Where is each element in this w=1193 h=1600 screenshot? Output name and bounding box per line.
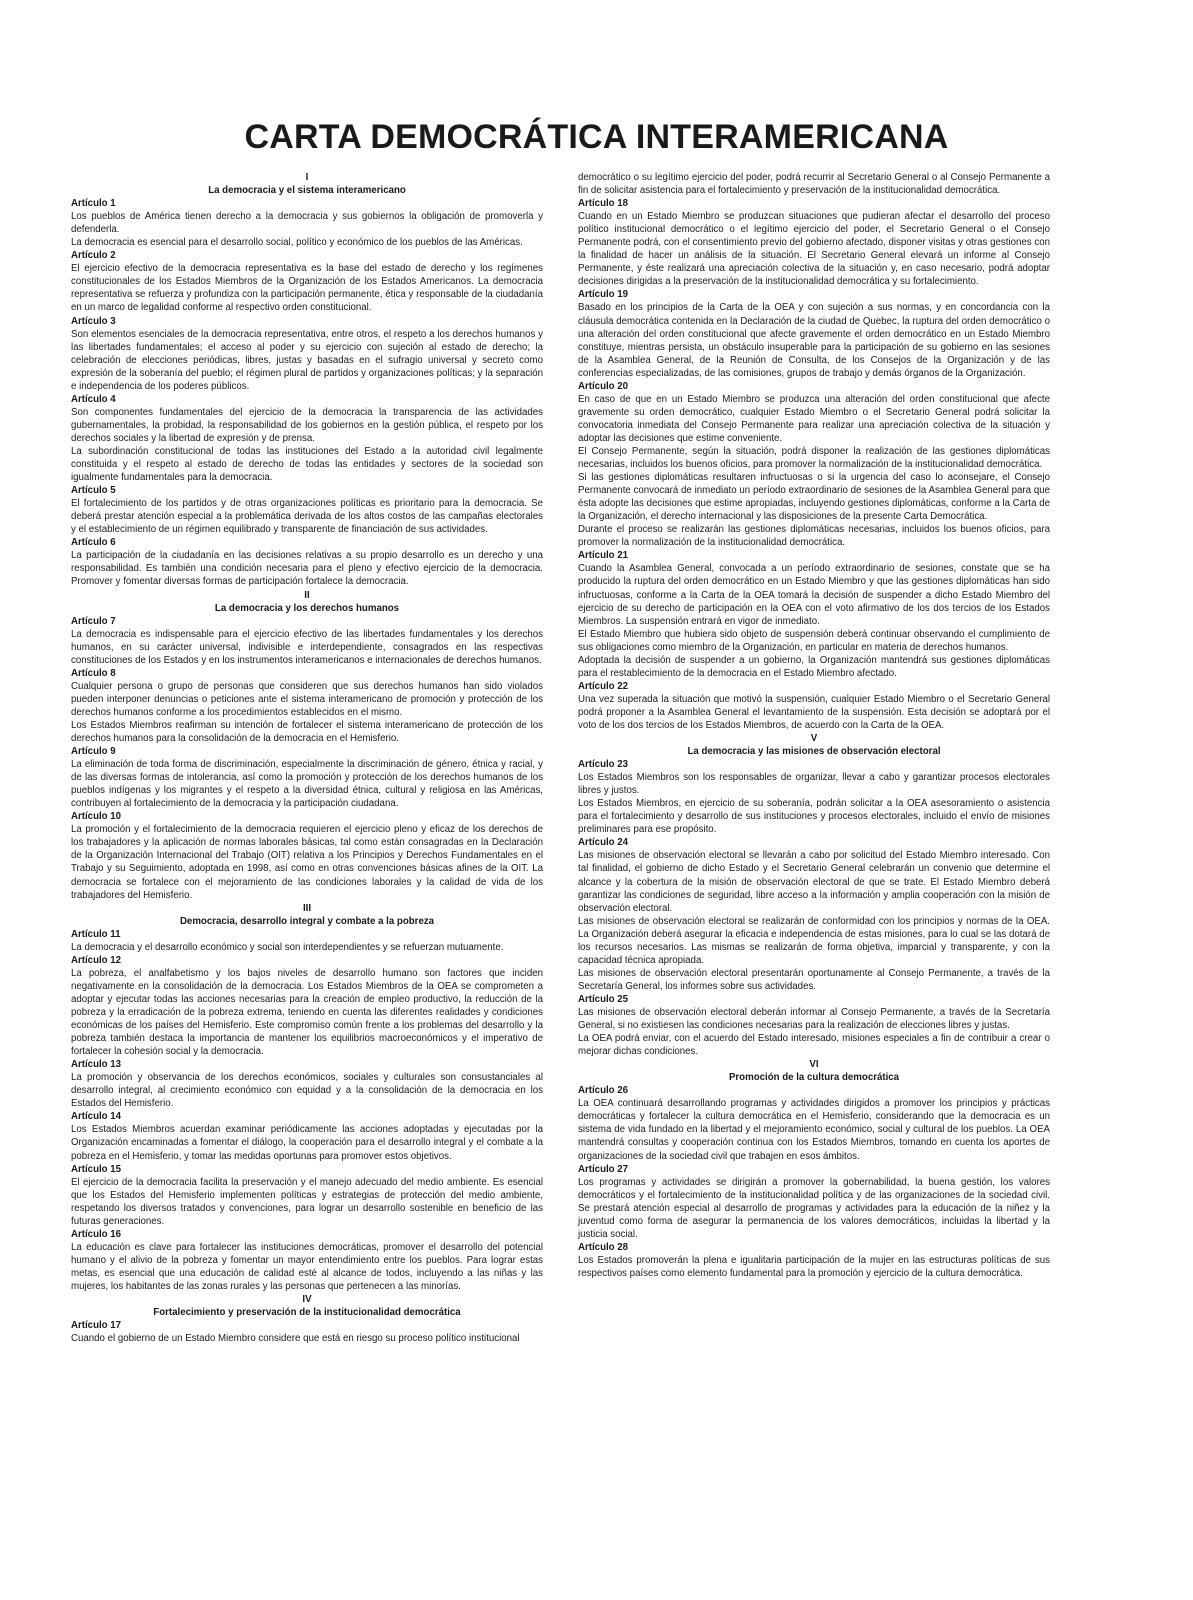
article-heading: Artículo 8 bbox=[71, 667, 116, 679]
paragraph: Los Estados Miembros reafirman su intención de fortalecer el sistema interamericano de protección de los derechos humanos para la consolidación de la democracia en el Hemisferio. bbox=[71, 719, 543, 745]
chapter-number: I bbox=[305, 172, 309, 183]
article-heading: Artículo 28 bbox=[578, 1241, 629, 1253]
paragraph: Las misiones de observación electoral deberán informar al Consejo Permanente, a través de la Secretaría General, si no existiesen las condiciones necesarias para la realización de elecciones libres y justas. bbox=[578, 1007, 1050, 1032]
paragraph: La democracia es indispensable para el ejercicio efectivo de las libertades fundamentales y los derechos humanos, en su carácter universal, indivisible e interdependiente, consagrados en las respectivas constituciones de los Estados y en los instrumentos interamericanos e internacionales de derechos humanos. bbox=[71, 628, 543, 666]
paragraph: La subordinación constitucional de todas las instituciones del Estado a la autoridad civil legalmente constituida y el respeto al estado de derecho de todas las entidades y sectores de la sociedad son igualmente fundamentales para la democracia. bbox=[71, 445, 543, 484]
right-column bbox=[578, 171, 1050, 1280]
paragraph: La eliminación de toda forma de discriminación, especialmente la discriminación de género, étnica y racial, y de las diversas formas de intolerancia, así como la promoción y protección de los derechos humanos de los pueblos indígenas y los migrantes y el respeto a la diversidad étnica, cultural y religiosa en las Américas, contribuyen al fortalecimiento de la democracia y la participación ciudadana. bbox=[71, 759, 543, 810]
article-heading: Artículo 17 bbox=[71, 1320, 122, 1332]
chapter-number: IV bbox=[302, 1294, 312, 1306]
article-heading: Artículo 19 bbox=[578, 289, 629, 301]
paragraph: Cualquier persona o grupo de personas que consideren que sus derechos humanos han sido violados pueden interponer denuncias o peticiones ante el sistema interamericano de promoción y protección de los derechos humanos conforme a los procedimientos establecidos en el mismo. bbox=[71, 680, 543, 718]
paragraph: Durante el proceso se realizarán las gestiones diplomáticas necesarias, incluidos los buenos oficios, para promover la normalización de la institucionalidad democrática. bbox=[578, 524, 1050, 549]
paragraph: La OEA podrá enviar, con el acuerdo del Estado interesado, misiones especiales a fin de contribuir a crear o mejorar dichas condiciones. bbox=[578, 1033, 1050, 1058]
article-heading: Artículo 5 bbox=[71, 485, 116, 497]
paragraph: Cuando la Asamblea General, convocada a un período extraordinario de sesiones, constate que se ha producido la ruptura del orden democrático en un Estado Miembro y que las gestiones diplomáticas han sido infructuosas, conforme a la Carta de la OEA tomará la decisión de suspender a dicho Estado Miembro del ejercicio de su derecho de participación en la OEA con el voto afirmativo de los dos tercios de los Estados Miembros. La suspensión entrará en vigor de inmediato. bbox=[578, 563, 1050, 627]
paragraph: Los programas y actividades se dirigirán a promover la gobernabilidad, la buena gestión, los valores democráticos y el fortalecimiento de la institucionalidad política y de las organizaciones de la sociedad civil. Se prestará atención especial al desarrollo de programas y actividades para la educación de la niñez y la juventud como forma de asegurar la permanencia de los valores democráticos, incluidas la libertad y la justicia social. bbox=[578, 1176, 1050, 1240]
paragraph: El Consejo Permanente, según la situación, podrá disponer la realización de las gestiones diplomáticas necesarias, incluidos los buenos oficios, para promover la normalización de la institucionalidad democrática. bbox=[578, 445, 1050, 471]
paragraph: La promoción y observancia de los derechos económicos, sociales y culturales son consustanciales al desarrollo integral, al crecimiento económico con equidad y a la consolidación de la democracia en los Estados del Hemisferio. bbox=[71, 1072, 543, 1110]
paragraph: Son elementos esenciales de la democracia representativa, entre otros, el respeto a los derechos humanos y las libertades fundamentales; el acceso al poder y su ejercicio con sujeción al estado de derecho; la celebración de elecciones periódicas, libres, justas y basadas en el sufragio universal y secreto como expresión de la soberanía del pueblo; el régimen plural de partidos y organizaciones políticas; y la separación e independencia de los poderes públicos. bbox=[71, 328, 543, 392]
article-heading: Artículo 24 bbox=[578, 837, 629, 849]
paragraph: El fortalecimiento de los partidos y de otras organizaciones políticas es prioritario para la democracia. Se deberá prestar atención especial a la problemática derivada de los altos costos de las campañas electorales y el establecimiento de un régimen equilibrado y transparente de financiación de sus actividades. bbox=[71, 498, 543, 536]
paragraph: Basado en los principios de la Carta de la OEA y con sujeción a sus normas, y en concordancia con la cláusula democrática contenida en la Declaración de la ciudad de Quebec, la ruptura del orden democrático o una alteración del orden constitucional que afecte gravemente el orden democrático en un Estado Miembro constituye, mientras persista, un obstáculo insuperable para la participación de su gobierno en las sesiones de la Asamblea General, de la Reunión de Consulta, de los Consejos de la Organización y de las conferencias especializadas, de las comisiones, grupos de trabajo y demás órganos de la Organización. bbox=[578, 302, 1050, 379]
left-column bbox=[71, 171, 543, 1345]
paragraph: Los pueblos de América tienen derecho a la democracia y sus gobiernos la obligación de promoverla y defenderla. bbox=[71, 211, 543, 236]
paragraph: Los Estados Miembros, en ejercicio de su soberanía, podrán solicitar a la OEA asesoramiento o asistencia para el fortalecimiento y desarrollo de sus instituciones y procesos electorales, incluido el envío de misiones preliminares para ese propósito. bbox=[578, 798, 1050, 836]
chapter-heading: Promoción de la cultura democrática bbox=[728, 1072, 900, 1084]
article-heading: Artículo 14 bbox=[71, 1111, 122, 1123]
article-heading: Artículo 27 bbox=[578, 1163, 629, 1175]
paragraph: Las misiones de observación electoral presentarán oportunamente al Consejo Permanente, a través de la Secretaría General, los informes sobre sus actividades. bbox=[578, 967, 1050, 992]
paragraph: Las misiones de observación electoral se llevarán a cabo por solicitud del Estado Miembro interesado. Con tal finalidad, el gobierno de dicho Estado y el Secretario General celebrarán un convenio que determine el alcance y la cobertura de la misión de observación electoral de que se trate. El Estado Miembro deberá garantizar las condiciones de seguridad, libre acceso a la información y amplia cooperación con la misión de observación electoral. bbox=[578, 850, 1050, 914]
chapter-heading: Fortalecimiento y preservación de la institucionalidad democrática bbox=[153, 1307, 461, 1319]
paragraph: La educación es clave para fortalecer las instituciones democráticas, promover el desarrollo del potencial humano y el alivio de la pobreza y fomentar un mayor entendimiento entre los pueblos. Para lograr estas metas, es esencial que una educación de calidad esté al alcance de todos, incluyendo a las niñas y las mujeres, los habitantes de las zonas rurales y las personas que pertenecen a las minorías. bbox=[71, 1241, 543, 1292]
chapter-heading: La democracia y los derechos humanos bbox=[214, 602, 400, 614]
article-heading: Artículo 15 bbox=[71, 1163, 122, 1175]
paragraph: La democracia es esencial para el desarrollo social, político y económico de los pueblos de las Américas. bbox=[71, 237, 523, 249]
article-heading: Artículo 2 bbox=[71, 250, 116, 262]
paragraph: La pobreza, el analfabetismo y los bajos niveles de desarrollo humano son factores que inciden negativamente en la consolidación de la democracia. Los Estados Miembros de la OEA se comprometen a adoptar y ejecutar todas las acciones necesarias para la creación de empleo productivo, la reducción de la pobreza y la erradicación de la pobreza extrema, teniendo en cuenta las diferentes realidades y condiciones económicas de los países del Hemisferio. Este compromiso común frente a los problemas del desarrollo y la pobreza también destaca la importancia de mantener los equilibrios macroeconómicos y el imperativo de fortalecer la cohesión social y la democracia. bbox=[71, 967, 543, 1058]
chapter-number: V bbox=[810, 733, 818, 745]
paragraph: La promoción y el fortalecimiento de la democracia requieren el ejercicio pleno y eficaz de los derechos de los trabajadores y la aplicación de normas laborales básicas, tal como están consagradas en la Declaración de la Organización Internacional del Trabajo (OIT) relativa a los Principios y Derechos Fundamentales en el Trabajo y su Seguimiento, adoptada en 1998, así como en otras convenciones básicas afines de la OIT. La democracia se fortalece con el mejoramiento de las condiciones laborales y la calidad de vida de los trabajadores del Hemisferio. bbox=[71, 824, 543, 901]
paragraph: Una vez superada la situación que motivó la suspensión, cualquier Estado Miembro o el Secretario General podrá proponer a la Asamblea General el levantamiento de la suspensión. Esta decisión se adoptará por el voto de los dos tercios de los Estados Miembros, de acuerdo con la Carta de la OEA. bbox=[578, 693, 1050, 731]
paragraph: La OEA continuará desarrollando programas y actividades dirigidos a promover los principios y prácticas democráticas y fortalecer la cultura democrática en el Hemisferio, considerando que la democracia es un sistema de vida fundado en la libertad y el mejoramiento económico, social y cultural de los pueblos. La OEA mantendrá consultas y cooperación continua con los Estados Miembros, tomando en cuenta los aportes de organizaciones de la sociedad civil que trabajen en esos ámbitos. bbox=[578, 1098, 1050, 1162]
article-heading: Artículo 16 bbox=[71, 1228, 122, 1240]
article-heading: Artículo 26 bbox=[578, 1085, 629, 1097]
chapter-number: VI bbox=[809, 1059, 819, 1071]
paragraph: La democracia y el desarrollo económico y social son interdependientes y se refuerzan mutuamente. bbox=[71, 941, 504, 953]
paragraph: En caso de que en un Estado Miembro se produzca una alteración del orden constitucional que afecte gravemente su orden democrático, cualquier Estado Miembro o el Secretario General podrá solicitar la convocatoria inmediata del Consejo Permanente para realizar una apreciación colectiva de la situación y adoptar las decisiones que estime conveniente. bbox=[578, 393, 1050, 444]
paragraph: Los Estados Miembros son los responsables de organizar, llevar a cabo y garantizar procesos electorales libres y justos. bbox=[578, 772, 1050, 797]
article-heading: Artículo 9 bbox=[71, 746, 116, 758]
paragraph: Son componentes fundamentales del ejercicio de la democracia la transparencia de las actividades gubernamentales, la probidad, la responsabilidad de los gobiernos en la gestión pública, el respeto por los derechos sociales y la libertad de expresión y de prensa. bbox=[71, 406, 543, 444]
article-heading: Artículo 12 bbox=[71, 954, 122, 966]
paragraph: democrático o su legítimo ejercicio del poder, podrá recurrir al Secretario General o al Consejo Permanente a fin de solicitar asistencia para el fortalecimiento y preservación de la institucionalidad democrática. bbox=[578, 172, 1050, 197]
chapter-heading: La democracia y el sistema interamericano bbox=[208, 185, 406, 197]
article-heading: Artículo 3 bbox=[71, 315, 116, 327]
paragraph: Las misiones de observación electoral se realizarán de conformidad con los principios y normas de la OEA. La Organización deberá asegurar la eficacia e independencia de estas misiones, para lo cual se las dotará de los recursos necesarios. Las mismas se realizarán de forma objetiva, imparcial y transparente, y con la capacidad técnica apropiada. bbox=[578, 915, 1050, 966]
article-heading: Artículo 1 bbox=[71, 198, 116, 210]
article-heading: Artículo 13 bbox=[71, 1059, 122, 1071]
article-heading: Artículo 7 bbox=[71, 615, 116, 627]
article-heading: Artículo 23 bbox=[578, 759, 629, 771]
paragraph: Cuando el gobierno de un Estado Miembro considere que está en riesgo su proceso político institucional bbox=[71, 1333, 520, 1345]
chapter-number: III bbox=[302, 902, 312, 914]
paragraph: Los Estados Miembros acuerdan examinar periódicamente las acciones adoptadas y ejecutadas por la Organización encaminadas a fomentar el diálogo, la cooperación para el desarrollo integral y el combate a la pobreza en el Hemisferio, y tomar las medidas oportunas para promover estos objetivos. bbox=[71, 1124, 543, 1162]
paragraph: Los Estados promoverán la plena e igualitaria participación de la mujer en las estructuras políticas de sus respectivos países como elemento fundamental para la promoción y ejercicio de la cultura democrática. bbox=[578, 1254, 1050, 1279]
paragraph: La participación de la ciudadanía en las decisiones relativas a su propio desarrollo es un derecho y una responsabilidad. Es también una condición necesaria para el pleno y efectivo ejercicio de la democracia. Promover y fomentar diversas formas de participación fortalece la democracia. bbox=[71, 550, 543, 588]
article-heading: Artículo 18 bbox=[578, 198, 629, 210]
article-heading: Artículo 20 bbox=[578, 380, 629, 392]
article-heading: Artículo 21 bbox=[578, 550, 629, 562]
article-heading: Artículo 4 bbox=[71, 393, 116, 405]
article-heading: Artículo 6 bbox=[71, 537, 116, 549]
article-heading: Artículo 22 bbox=[578, 680, 629, 692]
paragraph: El ejercicio efectivo de la democracia representativa es la base del estado de derecho y los regímenes constitucionales de los Estados Miembros de la Organización de los Estados Americanos. La democracia representativa se refuerza y profundiza con la participación permanente, ética y responsable de la ciudadanía en un marco de legalidad conforme al respectivo orden constitucional. bbox=[71, 263, 543, 314]
paragraph: Cuando en un Estado Miembro se produzcan situaciones que pudieran afectar el desarrollo del proceso político institucional democrático o el legítimo ejercicio del poder, el Secretario General o el Consejo Permanente podrá, con el consentimiento previo del gobierno afectado, disponer visitas y otras gestiones con la finalidad de hacer un análisis de la situación. El Secretario General elevará un informe al Consejo Permanente, y éste realizará una apreciación colectiva de la situación y, en caso necesario, podrá adoptar decisiones dirigidas a la preservación de la institucionalidad democrática y su fortalecimiento. bbox=[578, 211, 1050, 288]
paragraph: El ejercicio de la democracia facilita la preservación y el manejo adecuado del medio ambiente. Es esencial que los Estados del Hemisferio implementen políticas y estrategias de protección del medio ambiente, respetando los diversos tratados y convenciones, para lograr un desarrollo sostenible en beneficio de las futuras generaciones. bbox=[71, 1176, 543, 1227]
paragraph: Adoptada la decisión de suspender a un gobierno, la Organización mantendrá sus gestiones diplomáticas para el restablecimiento de la democracia en el Estado Miembro afectado. bbox=[578, 654, 1050, 679]
article-heading: Artículo 10 bbox=[71, 811, 122, 823]
paragraph: Si las gestiones diplomáticas resultaren infructuosas o si la urgencia del caso lo aconsejare, el Consejo Permanente convocará de inmediato un período extraordinario de sesiones de la Asamblea General para que ésta adopte las decisiones que estime apropiadas, incluyendo gestiones diplomáticas, conforme a la Carta de la Organización, el derecho internacional y las disposiciones de la presente Carta Democrática. bbox=[578, 472, 1050, 523]
chapter-heading: La democracia y las misiones de observación electoral bbox=[687, 746, 941, 758]
document-title: CARTA DEMOCRÁTICA INTERAMERICANA bbox=[244, 118, 949, 156]
article-heading: Artículo 11 bbox=[71, 928, 121, 940]
chapter-number: II bbox=[304, 589, 310, 601]
paragraph: El Estado Miembro que hubiera sido objeto de suspensión deberá continuar observando el cumplimiento de sus obligaciones como miembro de la Organización, en particular en materia de derechos humanos. bbox=[578, 628, 1050, 653]
article-heading: Artículo 25 bbox=[578, 993, 629, 1005]
chapter-heading: Democracia, desarrollo integral y combate a la pobreza bbox=[179, 915, 435, 927]
